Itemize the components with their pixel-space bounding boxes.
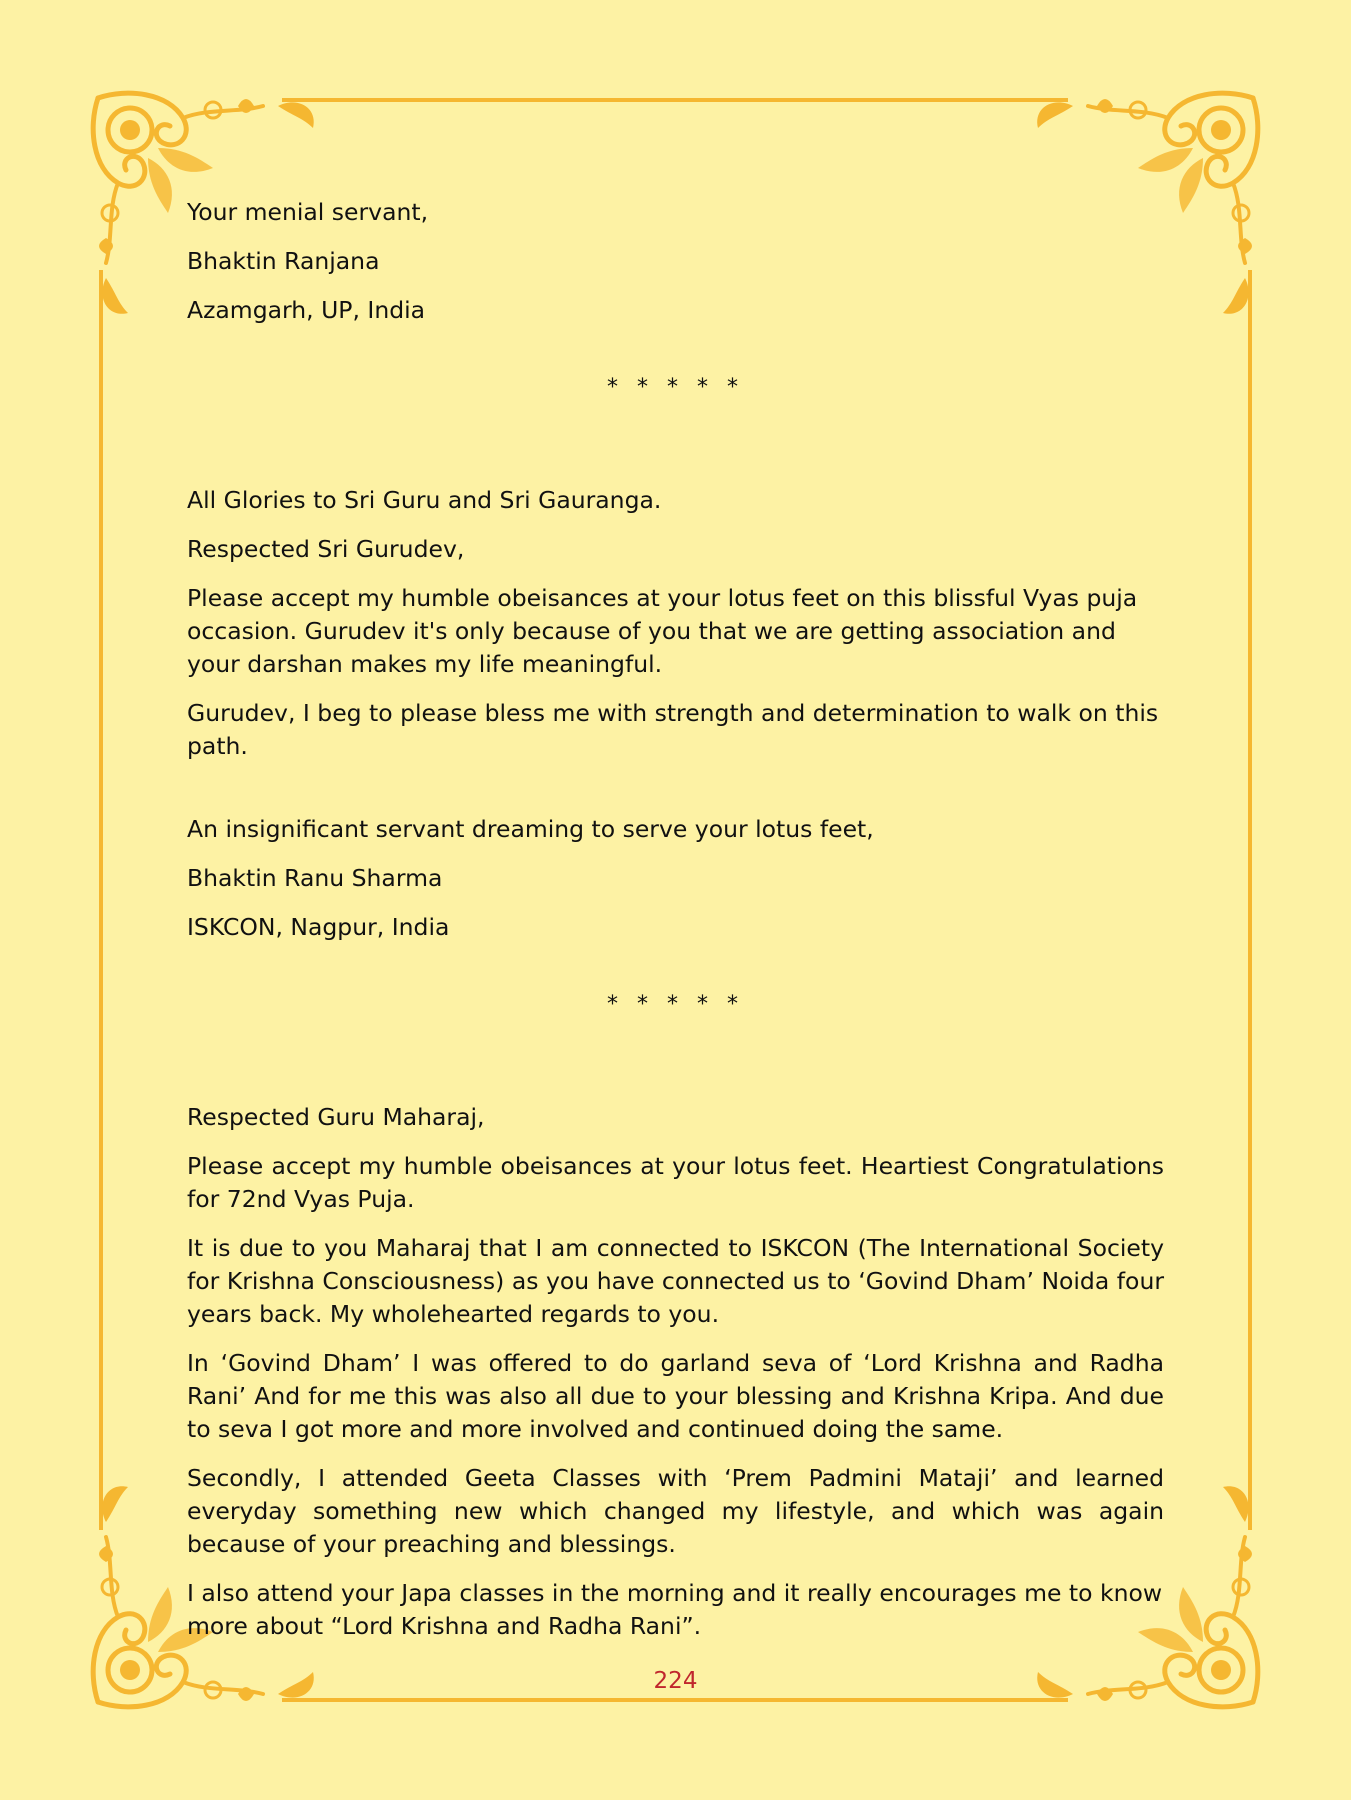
paragraph: It is due to you Maharaj that I am connected to ISKCON (The International Society for Krishna Consciousness) as you have connected us to ‘Govind Dham’ Noida four years back. My wholehearted regards to you. [187,1234,1164,1328]
closing-line: Your menial servant, [187,198,429,226]
closing-line: An insignificant servant dreaming to serve your lotus feet, [187,815,874,843]
signatory-name: Bhaktin Ranjana [187,247,380,275]
section-separator: * * * * * [607,992,744,1017]
paragraph: Please accept my humble obeisances at your lotus feet on this blissful Vyas puja occasion. Gurudev it's only because of you that we are getting association and your darshan makes my life meaningful. [187,584,1138,678]
signatory-place: Azamgarh, UP, India [187,296,426,324]
letter-content [187,196,1164,1659]
signatory-place: ISKCON, Nagpur, India [187,913,450,941]
salutation: Respected Guru Maharaj, [187,1103,485,1131]
paragraph: Gurudev, I beg to please bless me with strength and determination to walk on this path. [187,699,1159,760]
paragraph: Secondly, I attended Geeta Classes with ‘Prem Padmini Mataji’ and learned everyday something new which changed my lifestyle, and which was again because of your preaching and blessings. [187,1464,1164,1558]
signatory-name: Bhaktin Ranu Sharma [187,864,443,892]
paragraph: In ‘Govind Dham’ I was offered to do garland seva of ‘Lord Krishna and Radha Rani’ And for me this was also all due to your blessing and Krishna Kripa. And due to seva I got more and more involved and continued doing the same. [187,1349,1164,1443]
page-number: 224 [653,1668,698,1694]
section-separator: * * * * * [607,375,744,400]
paragraph: I also attend your Japa classes in the morning and it really encourages me to know more about “Lord Krishna and Radha Rani”. [187,1579,1163,1640]
paragraph: Please accept my humble obeisances at your lotus feet. Heartiest Congratulations for 72nd Vyas Puja. [187,1152,1164,1213]
salutation: All Glories to Sri Guru and Sri Gauranga. [187,486,662,514]
salutation: Respected Sri Gurudev, [187,535,465,563]
